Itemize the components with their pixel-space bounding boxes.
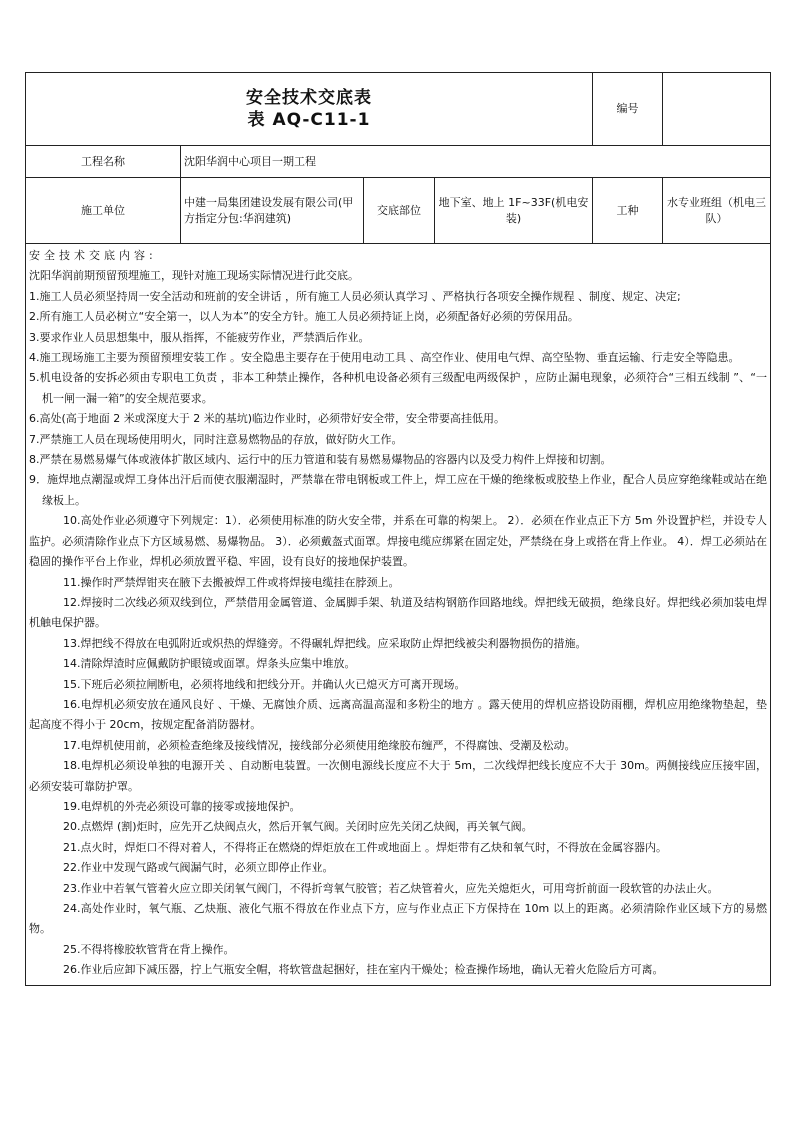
content-item: 25.不得将橡胶软管背在背上操作。 xyxy=(63,942,235,956)
form-code: 表 AQ-C11-1 xyxy=(247,110,371,130)
content-item: 18.电焊机必须设单独的电源开关 、自动断电装置。一次侧电源线长度应不大于 5m，二次线焊把线长度应不大于 30m。两侧接线应压接牢固，必须安装可靠防护罩。 xyxy=(29,759,767,793)
content-item: 6.高处(高于地面 2 米或深度大于 2 米的基坑)临边作业时，必须带好安全带，安全带要高挂低用。 xyxy=(29,412,506,426)
content-item: 4.施工现场施工主要为预留预埋安装工作 。安全隐患主要存在于使用电动工具 、高空作业、使用电气焊、高空坠物、垂直运输、行走安全等隐患。 xyxy=(29,351,740,365)
content-item: 7.严禁施工人员在现场使用明火，同时注意易燃物品的存放，做好防火工作。 xyxy=(29,432,403,446)
content-item: 10.高处作业必须遵守下列规定：1）．必须使用标准的防火安全带，并系在可靠的构架上。 2）．必须在作业点正下方 5m 外设置护栏，并设专人监护。必须清除作业点下方区域易燃、易爆物品。 3）．必须戴盔式面罩。焊接电缆应绑紧在固定处，严禁绕在身上或搭在背上作业。 4）．焊工必须站在稳固的操作平台上作业，焊机必须放置平稳、牢固，设有良好的接地保护装置。 xyxy=(29,514,767,569)
unit-row xyxy=(26,178,771,244)
content-item: 21.点火时，焊炬口不得对着人，不得将正在燃烧的焊炬放在工件或地面上 。焊炬带有乙炔和氧气时，不得放在金属容器内。 xyxy=(63,840,667,854)
content-item: 22.作业中发现气路或气阀漏气时，必须立即停止作业。 xyxy=(63,861,334,875)
content-intro: 沈阳华润前期预留预埋施工，现针对施工现场实际情况进行此交底。 xyxy=(29,269,359,283)
form-title: 安全技术交底表 xyxy=(246,88,372,108)
unit-label: 施工单位 xyxy=(26,178,181,244)
content-item: 19.电焊机的外壳必须设可靠的接零或接地保护。 xyxy=(63,799,301,813)
content-item: 5.机电设备的安拆必须由专职电工负责 ，非本工种禁止操作，各种机电设备必须有三级配电两级保护 ，应防止漏电现象，必须符合“三相五线制 ”、“一机一闸一漏一箱”的安全规范要求。 xyxy=(29,371,767,405)
content-item: 12.焊接时二次线必须双线到位，严禁借用金属管道、金属脚手架、轨道及结构钢筋作回路地线。焊把线无破损，绝缘良好。焊把线必须加装电焊机触电保护器。 xyxy=(29,595,767,630)
content-heading: 安全技术交底内容: xyxy=(29,249,157,262)
trade-value: 水专业班组（机电三队） xyxy=(663,178,771,244)
unit-value: 中建一局集团建设发展有限公司(甲方指定分包:华润建筑) xyxy=(181,178,364,244)
content-item: 1.施工人员必须坚持周一安全活动和班前的安全讲话 ，所有施工人员必须认真学习 、严格执行各项安全操作规程 、制度、规定、决定; xyxy=(29,289,681,303)
content-item: 11.操作时严禁焊钳夹在腋下去搬被焊工件或将焊接电缆挂在脖颈上。 xyxy=(63,575,400,589)
disclosure-form-table xyxy=(25,72,771,986)
trade-label: 工种 xyxy=(593,178,663,244)
location-label: 交底部位 xyxy=(364,178,435,244)
content-item: 13.焊把线不得放在电弧附近或炽热的焊缝旁。不得碾轧焊把线。应采取防止焊把线被尖利器物损伤的措施。 xyxy=(63,636,587,650)
content-item: 20.点燃焊 (割)炬时，应先开乙炔阀点火，然后开氧气阀。关闭时应先关闭乙炔阀，再关氧气阀。 xyxy=(63,820,533,834)
content-item: 16.电焊机必须安放在通风良好 、干燥、无腐蚀介质、远离高温高湿和多粉尘的地方 。露天使用的焊机应搭设防雨棚，焊机应用绝缘物垫起，垫起高度不得小于 20cm，按规定配备消防器材。 xyxy=(29,697,767,732)
number-label: 编号 xyxy=(593,73,663,146)
title-cell xyxy=(26,73,593,146)
content-item: 24.高处作业时，氧气瓶、乙炔瓶、液化气瓶不得放在作业点下方，应与作业点正下方保持在 10m 以上的距离。必须清除作业区域下方的易燃物。 xyxy=(29,902,767,936)
title-row xyxy=(26,73,771,146)
content-item: 8.严禁在易燃易爆气体或液体扩散区域内、运行中的压力管道和装有易燃易爆物品的容器内以及受力构件上焊接和切割。 xyxy=(29,453,612,467)
project-row xyxy=(26,146,771,178)
project-value: 沈阳华润中心项目一期工程 xyxy=(181,146,771,178)
content-item: 26.作业后应卸下减压器，拧上气瓶安全帽，将软管盘起捆好，挂在室内干燥处；检查操作场地，确认无着火危险后方可离。 xyxy=(63,963,664,977)
content-item: 9．施焊地点潮湿或焊工身体出汗后而使衣服潮湿时，严禁靠在带电钢板或工件上，焊工应在干燥的绝缘板或胶垫上作业，配合人员应穿绝缘鞋或站在绝缘板上。 xyxy=(29,473,767,507)
content-item: 17.电焊机使用前，必须检查绝缘及接线情况，接线部分必须使用绝缘胶布缠严，不得腐蚀、受潮及松动。 xyxy=(63,738,576,752)
content-cell xyxy=(26,244,771,986)
location-value: 地下室、地上 1F~33F(机电安装) xyxy=(435,178,593,244)
content-row xyxy=(26,244,771,986)
content-item: 2.所有施工人员必树立“安全第一，以人为本”的安全方针。施工人员必须持证上岗，必须配备好必须的劳保用品。 xyxy=(29,310,579,324)
content-item: 14.清除焊渣时应佩戴防护眼镜或面罩。焊条头应集中堆放。 xyxy=(63,657,356,671)
content-item: 3.要求作业人员思想集中，服从指挥，不能疲劳作业，严禁酒后作业。 xyxy=(29,330,370,344)
project-label: 工程名称 xyxy=(26,146,181,178)
content-item: 15.下班后必须拉闸断电，必须将地线和把线分开。并确认火已熄灭方可离开现场。 xyxy=(63,677,466,691)
number-value xyxy=(663,73,771,146)
content-item: 23.作业中若氧气管着火应立即关闭氧气阀门，不得折弯氧气胶管；若乙炔管着火，应先关熄炬火，可用弯折前面一段软管的办法止火。 xyxy=(63,881,719,895)
